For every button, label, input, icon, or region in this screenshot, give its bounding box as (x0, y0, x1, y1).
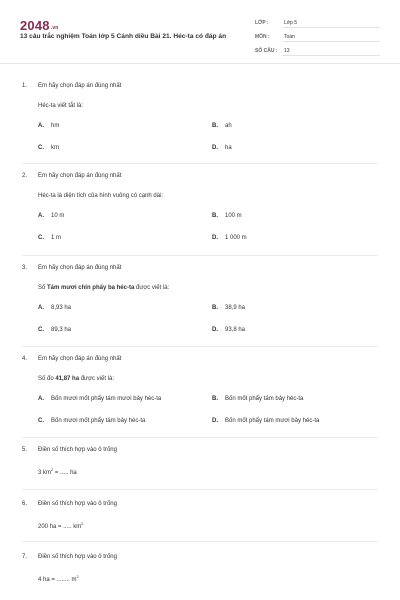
option-key: D. (212, 145, 218, 151)
meta-count-label: SỐ CÂU : (255, 48, 278, 54)
question-title (22, 445, 382, 455)
option-c[interactable] (38, 233, 61, 243)
option-c[interactable] (38, 143, 59, 153)
prompt-bold: 41,87 ha (55, 376, 80, 382)
question-instruction: Điền số thích hợp vào ô trống (38, 501, 117, 507)
option-key: D. (212, 327, 218, 333)
answer-options (22, 121, 382, 161)
logo-suffix: .vn (50, 25, 59, 31)
option-text: 1 m (51, 235, 62, 241)
prompt-pre: Số đo (38, 376, 56, 382)
prompt-bold: Tám mươi chín phẩy ba héc-ta (47, 285, 135, 291)
question-4 (22, 354, 382, 434)
option-key: C. (38, 418, 44, 424)
question-divider (22, 437, 378, 438)
question-divider (22, 489, 378, 490)
option-key: C. (38, 327, 44, 333)
answer-options (22, 303, 382, 343)
fill-in-expression[interactable] (22, 465, 382, 478)
option-text: 100 m (225, 213, 242, 219)
option-text: ah (225, 123, 232, 129)
option-key: B. (212, 305, 218, 311)
question-3 (22, 263, 382, 343)
option-key: B. (212, 213, 218, 219)
option-text: Bốn mốt phẩy tám bảy héc-ta (225, 396, 304, 402)
option-a[interactable] (38, 303, 71, 313)
prompt-pre: Số (38, 285, 48, 291)
option-text: 38,9 ha (225, 305, 246, 311)
option-key: B. (212, 123, 218, 129)
question-number: 6. (22, 501, 28, 507)
question-title (22, 354, 382, 364)
question-2 (22, 171, 382, 251)
logo-text: 2048 (20, 18, 50, 33)
expr-pre: 200 ha = ..... km (38, 524, 82, 530)
question-number: 3. (22, 265, 28, 271)
question-divider (22, 255, 378, 256)
option-key: A. (38, 305, 44, 311)
option-a[interactable] (38, 211, 64, 221)
option-a[interactable] (38, 121, 59, 131)
question-instruction: Em hãy chọn đáp án đúng nhất (38, 356, 122, 362)
question-instruction: Em hãy chọn đáp án đúng nhất (38, 173, 122, 179)
option-key: C. (38, 145, 44, 151)
option-text: 10 m (51, 213, 65, 219)
option-key: A. (38, 213, 44, 219)
question-title (22, 171, 382, 181)
meta-info (255, 16, 380, 58)
option-text: Bốn mươi mốt phẩy tám mươi bảy héc-ta (51, 396, 162, 402)
question-number: 2. (22, 173, 28, 179)
option-text: Bốn mươi mốt phẩy tám bảy héc-ta (51, 418, 146, 424)
question-6 (22, 499, 382, 532)
expr-sup: 2 (76, 574, 79, 579)
question-divider (22, 346, 378, 347)
question-title (22, 263, 382, 273)
meta-grade-row (255, 16, 380, 30)
option-text: 1 000 m (225, 235, 247, 241)
expr-pre: 3 km (38, 470, 52, 476)
option-text: 93,8 ha (225, 327, 246, 333)
meta-count-value: 13 (283, 47, 380, 56)
option-c[interactable] (38, 416, 145, 426)
question-prompt (22, 374, 382, 384)
option-text: 8,93 ha (51, 305, 72, 311)
question-instruction: Điền số thích hợp vào ô trống (38, 447, 117, 453)
answer-options (22, 211, 382, 251)
question-number: 4. (22, 356, 28, 362)
option-key: D. (212, 235, 218, 241)
question-number: 7. (22, 554, 28, 560)
question-7 (22, 552, 382, 585)
expr-pre: 4 ha = ........ m (38, 577, 77, 583)
meta-grade-value: Lớp 5 (283, 19, 380, 28)
option-d[interactable] (212, 325, 245, 335)
question-number: 1. (22, 83, 28, 89)
meta-subject-value: Toán (283, 33, 380, 42)
question-5 (22, 445, 382, 478)
fill-in-expression[interactable] (22, 572, 382, 585)
question-title (22, 81, 382, 91)
meta-grade-label: LỚP : (255, 20, 269, 26)
prompt-post: được viết là: (134, 285, 170, 291)
option-a[interactable] (38, 394, 161, 404)
option-key: A. (38, 396, 44, 402)
prompt-post: được viết là: (79, 376, 115, 382)
meta-subject-label: MÔN : (255, 34, 270, 40)
site-logo[interactable] (20, 18, 59, 33)
expr-sup: 2 (81, 521, 84, 526)
question-instruction: Em hãy chọn đáp án đúng nhất (38, 83, 122, 89)
answer-options (22, 394, 382, 434)
option-text: 89,3 ha (51, 327, 72, 333)
option-d[interactable] (212, 416, 319, 426)
option-key: B. (212, 396, 218, 402)
option-text: ha (225, 145, 232, 151)
option-b[interactable] (212, 211, 242, 221)
option-b[interactable] (212, 121, 232, 131)
option-b[interactable] (212, 303, 245, 313)
option-b[interactable] (212, 394, 303, 404)
option-text: km (51, 145, 59, 151)
question-prompt: Héc-ta là diện tích của hình vuông có cạnh dài: (38, 193, 164, 199)
meta-count-row (255, 44, 380, 58)
option-key: C. (38, 235, 44, 241)
question-1 (22, 81, 382, 161)
option-text: Bốn mốt phẩy tám mươi bảy héc-ta (225, 418, 320, 424)
expr-sup: 2 (51, 467, 54, 472)
option-d[interactable] (212, 233, 247, 243)
meta-subject-row (255, 30, 380, 44)
option-d[interactable] (212, 143, 232, 153)
question-instruction: Em hãy chọn đáp án đúng nhất (38, 265, 122, 271)
question-title (22, 499, 382, 509)
question-title (22, 552, 382, 562)
question-instruction: Điền số thích hợp vào ô trống (38, 554, 117, 560)
question-divider (22, 541, 378, 542)
expr-post: = ..... ha (53, 470, 77, 476)
option-key: D. (212, 418, 218, 424)
document-title: 13 câu trắc nghiệm Toán lớp 5 Cánh diều Bài 21. Héc-ta có đáp án (20, 33, 227, 40)
option-key: A. (38, 123, 44, 129)
question-divider (22, 163, 378, 164)
question-prompt: Héc-ta viết tắt là: (38, 103, 84, 109)
question-number: 5. (22, 447, 28, 453)
fill-in-expression[interactable] (22, 519, 382, 532)
option-c[interactable] (38, 325, 71, 335)
worksheet-header (0, 0, 400, 64)
question-prompt (22, 283, 382, 293)
option-text: hm (51, 123, 60, 129)
